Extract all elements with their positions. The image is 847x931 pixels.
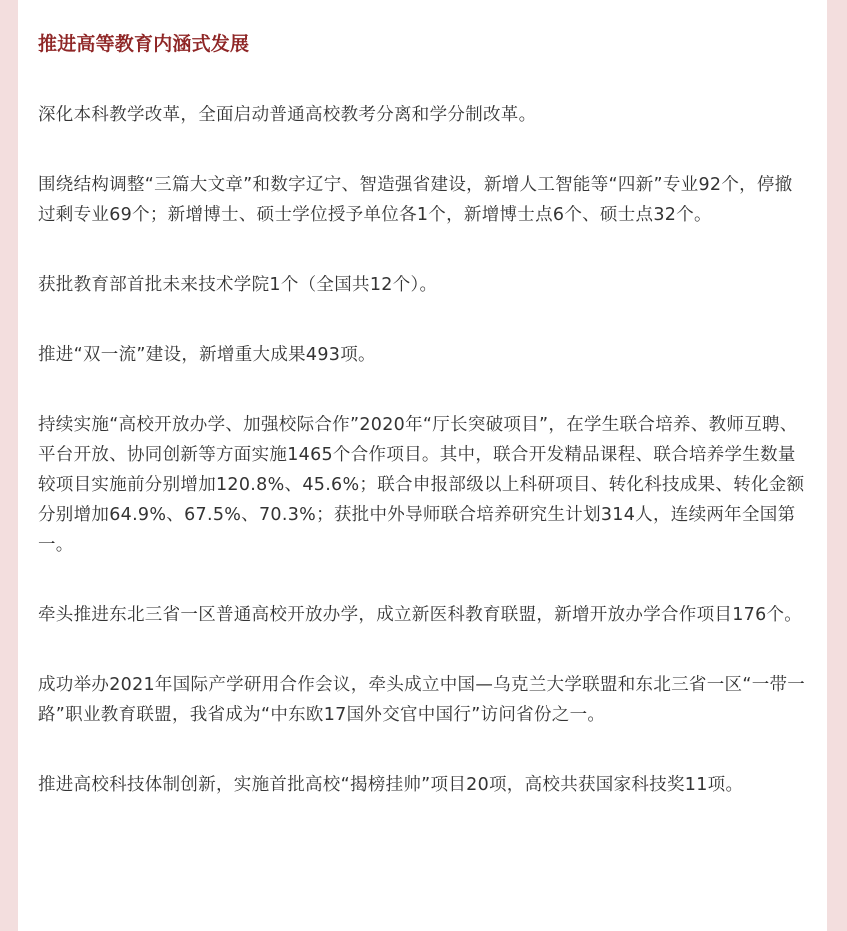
paragraph-structure-adjustment: 围绕结构调整“三篇大文章”和数字辽宁、智造强省建设，新增人工智能等“四新”专业92个，停撤过剩专业69个；新增博士、硕士学位授予单位各1个，新增博士点6个、硕士点32个。 bbox=[38, 175, 793, 225]
section-heading: 推进高等教育内涵式发展 bbox=[38, 33, 250, 55]
paragraph-open-cooperation: 持续实施“高校开放办学、加强校际合作”2020年“厅长突破项目”，在学生联合培养、教师互聘、平台开放、协同创新等方面实施1465个合作项目。其中，联合开发精品课程、联合培养学生数量较项目实施前分别增加120.8%、45.6%；联合申报部级以上科研项目、转化科技成果、转化金额分别增加64.9%、67.5%、70.3%；获批中外导师联合培养研究生计划314人，连续两年全国第一。 bbox=[38, 415, 805, 555]
paragraph-future-tech-college: 获批教育部首批未来技术学院1个（全国共12个）。 bbox=[38, 275, 438, 295]
paragraph-international-conference: 成功举办2021年国际产学研用合作会议，牵头成立中国—乌克兰大学联盟和东北三省一区“一带一路”职业教育联盟，我省成为“中东欧17国外交官中国行”访问省份之一。 bbox=[38, 675, 806, 725]
article-content bbox=[18, 0, 827, 931]
paragraph-tech-innovation: 推进高校科技体制创新，实施首批高校“揭榜挂帅”项目20项，高校共获国家科技奖11项。 bbox=[38, 775, 744, 795]
paragraph-northeast-alliance: 牵头推进东北三省一区普通高校开放办学，成立新医科教育联盟，新增开放办学合作项目176个。 bbox=[38, 605, 803, 625]
paragraph-teaching-reform: 深化本科教学改革，全面启动普通高校教考分离和学分制改革。 bbox=[38, 105, 537, 125]
paragraph-double-first-class: 推进“双一流”建设，新增重大成果493项。 bbox=[38, 345, 376, 365]
